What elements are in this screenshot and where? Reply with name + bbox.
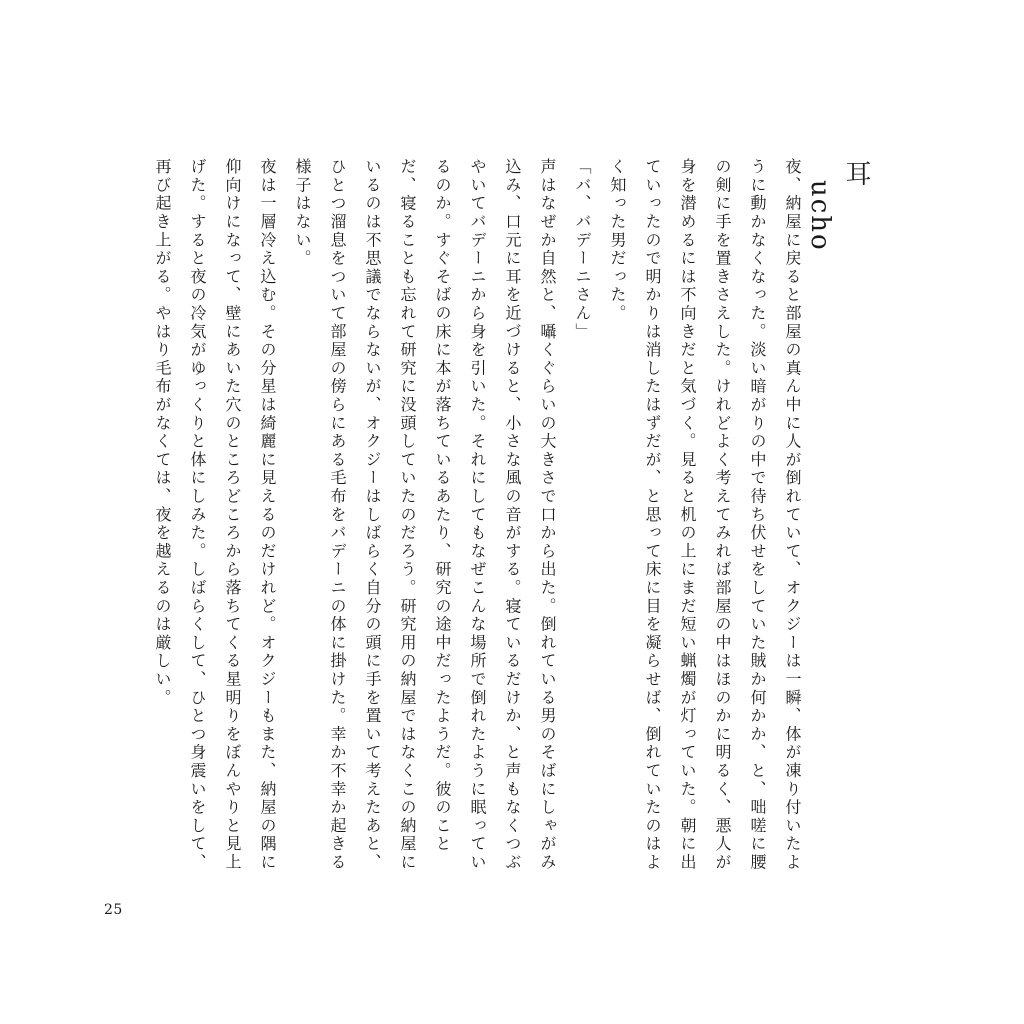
story-body [100, 158, 810, 878]
story-author: ucho [805, 180, 835, 252]
page-number: 25 [104, 902, 123, 918]
paragraph: 夜は一層冷え込む。その分星は綺麗に見えるのだけれど。オクジーもまた、納屋の隅に仰向けになって、壁にあいた穴のところどころから落ちてくる星明りをぼんやりと見上げた。すると夜の冷気がゆっくりと体にしみた。しばらくして、ひとつ身震いをして、再び起き上がる。やはり毛布がなくては、夜を越えるのは厳しい。 [153, 158, 277, 872]
story-title: 耳 [841, 160, 871, 188]
dialogue-line: 「バ、バデーニさん」 [573, 158, 592, 341]
paragraph: 声はなぜか自然と、囁くぐらいの大きさで口から出た。倒れている男のそばにしゃがみ込み、口元に耳を近づけると、小さな風の音がする。寝ているだけか、と声もなくつぶやいてバデーニから身を引いた。それにしてもなぜこんな場所で倒れたように眠っているのか。すぐそばの床に本が落ちているあたり、研究の途中だったようだ。彼のことだ、寝ることも忘れて研究に没頭していたのだろう。研究用の納屋ではなくこの納屋にいるのは不思議でならないが、オクジーはしばらく自分の頭に手を置いて考えたあと、ひとつ溜息をついて部屋の傍らにある毛布をバデーニの体に掛けた。幸か不幸か起きる様子はない。 [293, 158, 557, 872]
paragraph: 夜、納屋に戻ると部屋の真ん中に人が倒れていて、オクジーは一瞬、体が凍り付いたように動かなくなった。淡い暗がりの中で待ち伏せをしていた賊か何かか、と、咄嗟に腰の剣に手を置きさえした。けれどよく考えてみれば部屋の中はほのかに明るく、悪人が身を潜めるには不向きだと気づく。見ると机の上にまだ短い蝋燭が灯っていた。朝に出ていったので明かりは消したはずだが、と思って床に目を凝らせば、倒れていたのはよく知った男だった。 [608, 158, 802, 872]
story-title-block [805, 160, 874, 280]
